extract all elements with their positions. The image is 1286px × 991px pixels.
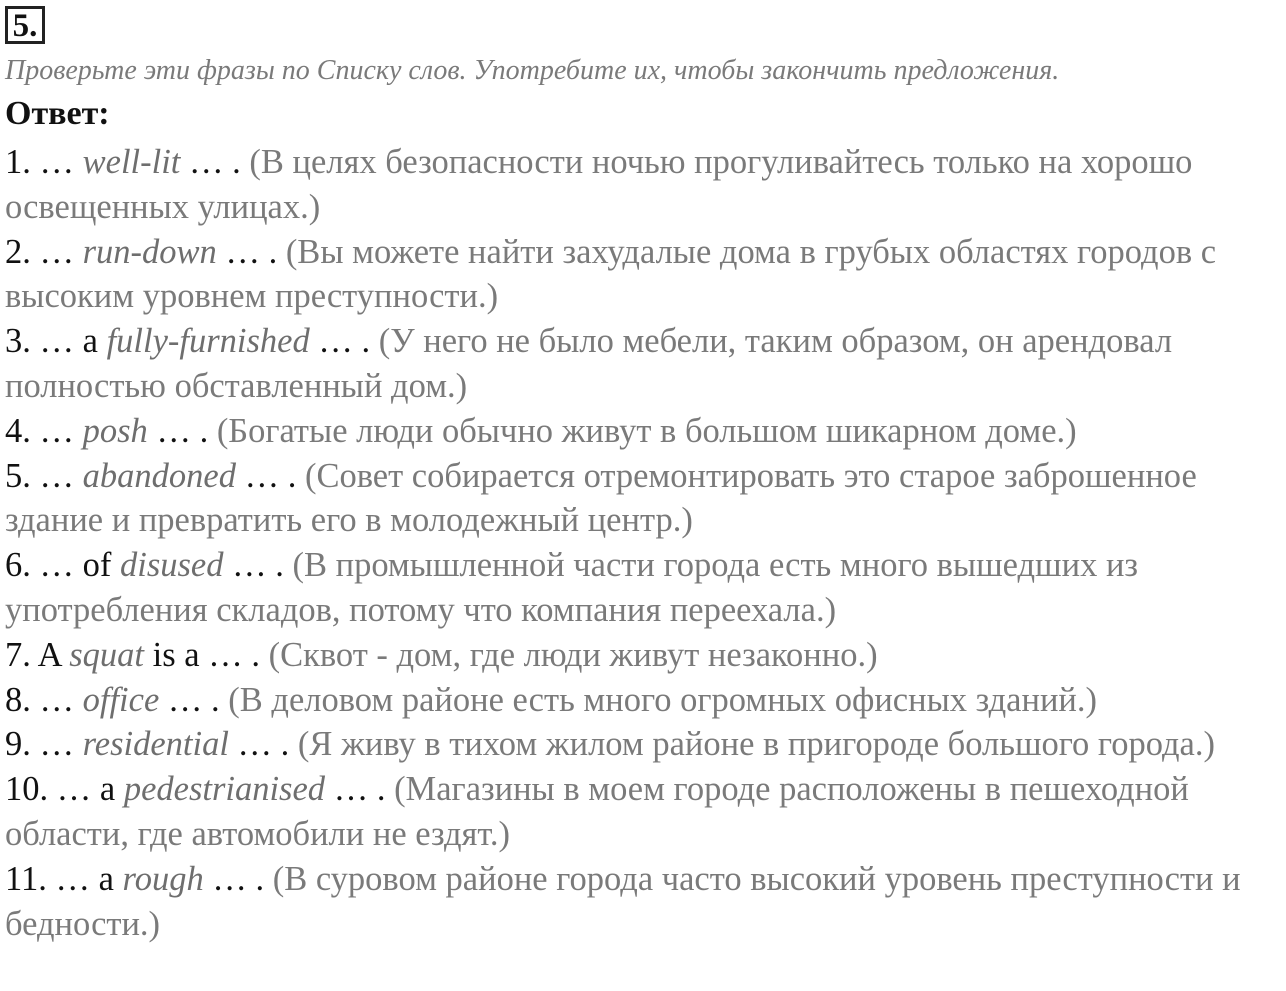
- answer-term: run-down: [82, 232, 217, 271]
- answer-lead: 4. …: [5, 411, 83, 450]
- answer-item-2: [5, 230, 1285, 320]
- answer-lead: 2. …: [5, 232, 83, 271]
- answer-heading: Ответ:: [5, 95, 110, 132]
- answer-trail: … .: [309, 322, 379, 361]
- answer-item-8: [5, 678, 1285, 723]
- answer-translation: (Богатые люди обычно живут в большом шикарном доме.): [216, 411, 1077, 450]
- answer-lead: 6. … of: [5, 546, 120, 585]
- answer-translation: (В суровом районе города часто высокий уровень преступности и бедности.): [5, 859, 1241, 943]
- answer-trail: … .: [159, 680, 229, 719]
- answer-trail: … .: [223, 546, 293, 585]
- answer-trail: is a … .: [144, 635, 269, 674]
- answer-item-6: [5, 543, 1285, 633]
- answer-term: well-lit: [82, 143, 181, 181]
- answer-term: fully-furnished: [106, 322, 310, 361]
- answer-item-11: [5, 857, 1285, 947]
- answer-item-3: [5, 319, 1285, 409]
- answer-trail: … .: [235, 456, 305, 495]
- task-instruction: Проверьте эти фразы по Списку слов. Употребите их, чтобы закончить предложения.: [5, 55, 1060, 86]
- answer-lead: 7. A: [5, 635, 70, 674]
- answer-trail: … .: [147, 411, 217, 450]
- answer-term: squat: [69, 635, 144, 674]
- answer-item-10: [5, 767, 1285, 857]
- answer-translation: (Сквот - дом, где люди живут незаконно.): [268, 635, 878, 674]
- answer-translation: (Я живу в тихом жилом районе в пригороде большого города.): [297, 725, 1215, 764]
- answer-lead: 8. …: [5, 680, 83, 719]
- answer-lead: 1. …: [5, 143, 83, 181]
- answer-term: office: [82, 680, 160, 719]
- answer-trail: … .: [325, 770, 395, 809]
- answer-item-4: [5, 409, 1285, 454]
- answer-term: residential: [82, 725, 229, 764]
- answer-term: disused: [120, 546, 224, 585]
- answer-translation: (В деловом районе есть много огромных офисных зданий.): [228, 680, 1097, 719]
- answer-lead: 3. … a: [5, 322, 107, 361]
- answer-lead: 10. … a: [5, 770, 124, 809]
- answer-lead: 9. …: [5, 725, 83, 764]
- answer-term: rough: [122, 859, 204, 898]
- answer-item-5: [5, 454, 1285, 544]
- answer-trail: … .: [228, 725, 298, 764]
- answer-translation: (Магазины в моем городе расположены в пешеходной области, где автомобили не ездят.): [5, 770, 1189, 853]
- answer-trail: … .: [203, 859, 273, 898]
- answer-list: [5, 140, 1285, 946]
- answer-translation: (У него не было мебели, таким образом, он арендовал полностью обставленный дом.): [5, 322, 1173, 405]
- answer-translation: (В целях безопасности ночью прогуливайтесь только на хорошо освещенных улицах.): [5, 143, 1193, 226]
- answer-lead: 11. … a: [5, 859, 123, 898]
- answer-item-7: [5, 633, 1285, 678]
- answer-item-9: [5, 722, 1285, 767]
- answer-trail: … .: [180, 143, 250, 181]
- task-number-box: 5.: [5, 6, 45, 44]
- answer-translation: (В промышленной части города есть много вышедших из употребления складов, потому что компания переехала.): [5, 546, 1139, 629]
- answer-term: abandoned: [82, 456, 236, 495]
- answer-trail: … .: [216, 232, 286, 271]
- answer-translation: (Вы можете найти захудалые дома в грубых областях городов с высоким уровнем преступности.): [5, 232, 1217, 316]
- answer-translation: (Совет собирается отремонтировать это старое заброшенное здание и превратить его в молодежный центр.): [5, 456, 1197, 540]
- answer-lead: 5. …: [5, 456, 83, 495]
- answer-item-1: [5, 140, 1285, 230]
- answer-term: posh: [82, 411, 148, 450]
- answer-term: pedestrianised: [123, 770, 326, 809]
